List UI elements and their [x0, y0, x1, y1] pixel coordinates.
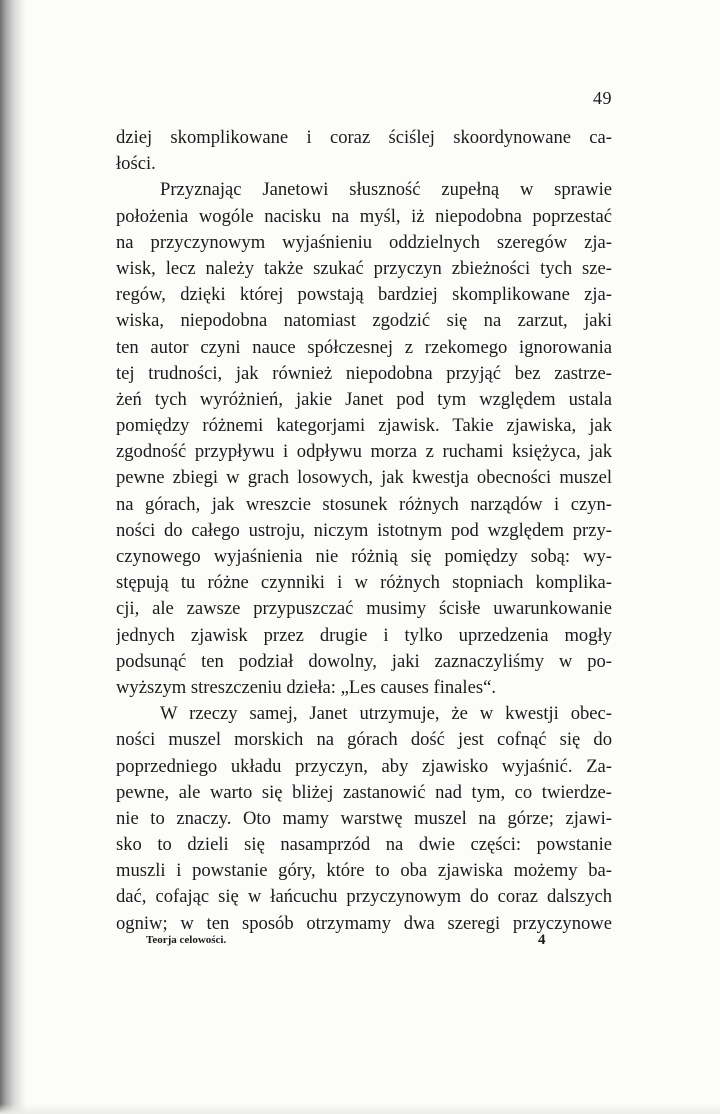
text-line: dać, cofając się w łańcuchu przyczynowym do coraz dalszych	[116, 886, 612, 908]
text-line: na przyczynowym wyjaśnieniu oddzielnych szeregów zja-	[116, 231, 612, 253]
text-line: pomiędzy różnemi kategorjami zjawisk. Takie zjawiska, jak	[116, 415, 612, 437]
page-footer	[146, 932, 556, 952]
text-line: podsunąć ten podział dowolny, jaki zaznaczyliśmy w po-	[116, 650, 612, 672]
text-line: ogniw; w ten sposób otrzymamy dwa szeregi przyczynowe	[116, 912, 612, 934]
text-line: ności muszel morskich na górach dość jest cofnąć się do	[116, 729, 612, 751]
text-line: W rzeczy samej, Janet utrzymuje, że w kwestji obec-	[160, 703, 612, 725]
text-line: ności do całego ustroju, niczym istotnym pod względem przy-	[116, 519, 612, 541]
text-line: na górach, jak wreszcie stosunek różnych narządów i czyn-	[116, 493, 612, 515]
signature-mark: 4	[538, 932, 546, 948]
text-line: regów, dzięki której powstają bardziej skomplikowane zja-	[116, 284, 612, 306]
text-line: cji, ale zawsze przypuszczać musimy ścisłe uwarunkowanie	[116, 598, 612, 620]
text-line: wyższym streszczeniu dzieła: „Les causes finales“.	[116, 676, 496, 698]
text-line: pewne, ale warto się bliżej zastanowić nad tym, co twierdze-	[116, 781, 612, 803]
scan-edge	[0, 1104, 720, 1114]
text-line: jednych zjawisk przez drugie i tylko uprzedzenia mogły	[116, 624, 612, 646]
text-line: pewne zbiegi w grach losowych, jak kwestja obecności muszel	[116, 467, 612, 489]
text-line: wiska, niepodobna natomiast zgodzić się na zarzut, jaki	[116, 310, 612, 332]
text-line: wisk, lecz należy także szukać przyczyn zbieżności tych sze-	[116, 257, 612, 279]
text-line: muszli i powstanie góry, które to oba zjawiska możemy ba-	[116, 860, 612, 882]
text-line: łości.	[116, 153, 156, 175]
body-text	[116, 125, 612, 937]
text-line: żeń tych wyróżnień, jakie Janet pod tym względem ustala	[116, 388, 612, 410]
text-line: zgodność przypływu i odpływu morza z ruchami księżyca, jak	[116, 441, 612, 463]
binding-shadow	[0, 0, 26, 1114]
text-line: tej trudności, jak również niepodobna przyjąć bez zastrze-	[116, 362, 612, 384]
text-line: Przyznając Janetowi słuszność zupełną w sprawie	[160, 179, 612, 201]
text-line: nie to znaczy. Oto mamy warstwę muszel na górze; zjawi-	[116, 807, 612, 829]
text-line: sko to dzieli się nasamprzód na dwie części: powstanie	[116, 834, 612, 856]
text-line: stępują tu różne czynniki i w różnych stopniach komplika-	[116, 572, 612, 594]
text-line: czynowego wyjaśnienia nie różnią się pomiędzy sobą: wy-	[116, 546, 612, 567]
text-line: poprzedniego układu przyczyn, aby zjawisko wyjaśnić. Za-	[116, 755, 612, 777]
text-line: ten autor czyni nauce spółczesnej z rzekomego ignorowania	[116, 336, 612, 358]
page-number: 49	[593, 88, 612, 108]
text-line: położenia wogóle nacisku na myśl, iż niepodobna poprzestać	[116, 205, 612, 227]
footer-book-title: Teorja celowości.	[146, 934, 227, 946]
text-line: dziej skomplikowane i coraz ściślej skoordynowane ca-	[116, 127, 612, 148]
